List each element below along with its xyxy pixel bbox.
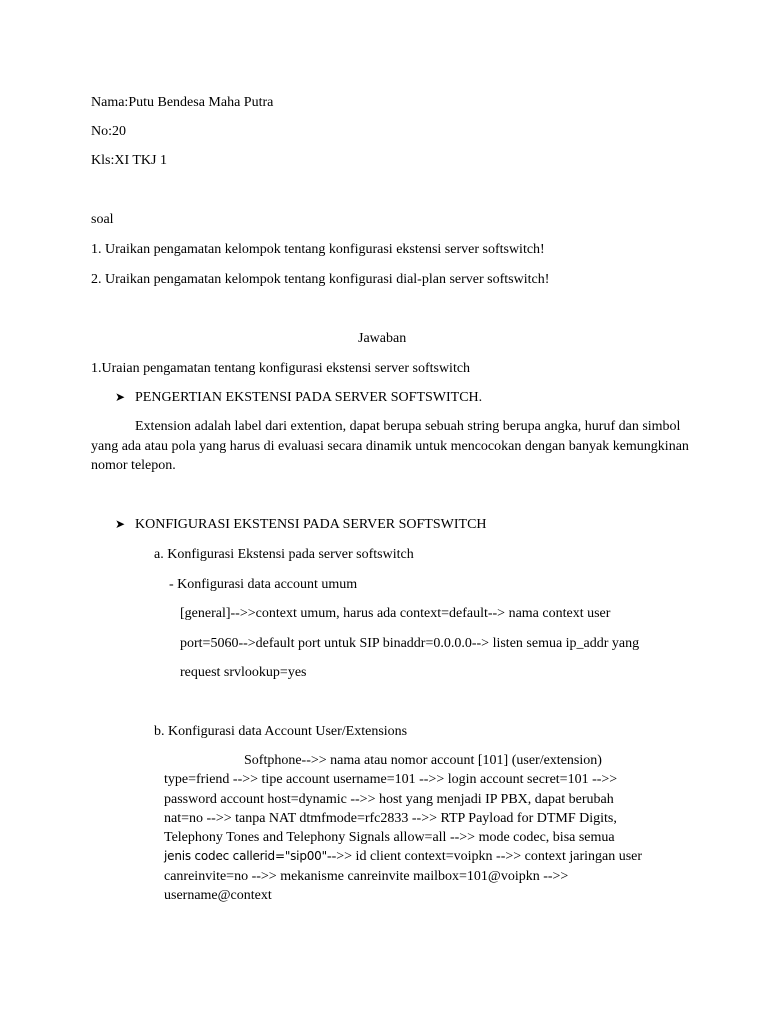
arrowhead-bullet-icon: ➤ xyxy=(115,517,126,531)
answer-1-heading: 1.Uraian pengamatan tentang konfigurasi ekstensi server softswitch xyxy=(91,361,471,376)
softphone-line-4: nat=no -->> tanpa NAT dtmfmode=rfc2833 -->> RTP Payload for DTMF Digits, xyxy=(164,810,617,826)
general-line-1: [general]-->>context umum, harus ada context=default--> nama context user xyxy=(180,606,611,621)
paragraph-text: Extension adalah label dari extention, dapat berupa sebuah string berupa angka, huruf dan simbol yang ada atau pola yang harus di evaluasi secara dinamik untuk mencocokan dengan banyak kemungkinan nomor telepon. xyxy=(91,419,689,473)
arrowhead-bullet-icon: ➤ xyxy=(115,390,126,404)
student-name: Nama:Putu Bendesa Maha Putra xyxy=(91,95,274,110)
bullet-pengertian-label: PENGERTIAN EKSTENSI PADA SERVER SOFTSWITCH. xyxy=(135,390,483,405)
bullet-konfigurasi-label: KONFIGURASI EKSTENSI PADA SERVER SOFTSWITCH xyxy=(135,517,487,532)
bullet-konfigurasi xyxy=(115,515,487,534)
bullet-pengertian xyxy=(115,388,482,407)
general-line-3: request srvlookup=yes xyxy=(180,665,307,680)
softphone-config-block xyxy=(164,751,694,905)
softphone-line-2: type=friend -->> tipe account username=101 -->> login account secret=101 -->> xyxy=(164,772,618,788)
sub-item-account-umum: - Konfigurasi data account umum xyxy=(169,577,358,592)
callerid-text: jenis codec callerid="sip00" xyxy=(164,849,327,864)
sub-heading-b: b. Konfigurasi data Account User/Extensions xyxy=(154,724,408,739)
extension-definition-paragraph xyxy=(91,417,711,476)
softphone-line-5: Telephony Tones and Telephony Signals allow=all -->> mode codec, bisa semua xyxy=(164,830,615,846)
general-line-2: port=5060-->default port untuk SIP binaddr=0.0.0.0--> listen semua ip_addr yang xyxy=(180,636,640,651)
softphone-line-7: canreinvite=no -->> mekanisme canreinvite mailbox=101@voipkn -->> xyxy=(164,868,569,884)
question-1: 1. Uraikan pengamatan kelompok tentang konfigurasi ekstensi server softswitch! xyxy=(91,242,545,257)
question-2: 2. Uraikan pengamatan kelompok tentang konfigurasi dial-plan server softswitch! xyxy=(91,272,550,287)
softphone-line-6 xyxy=(164,847,694,866)
student-class: Kls:XI TKJ 1 xyxy=(91,153,167,168)
softphone-line-1: Softphone-->> nama atau nomor account [101] (user/extension) xyxy=(244,753,602,768)
soal-title: soal xyxy=(91,212,114,227)
softphone-line-3: password account host=dynamic -->> host yang menjadi IP PBX, dapat berubah xyxy=(164,791,614,807)
softphone-line-6-rest: -->> id client context=voipkn -->> context jaringan user xyxy=(326,849,643,865)
student-number: No:20 xyxy=(91,124,126,139)
softphone-line-8: username@context xyxy=(164,888,272,904)
sub-heading-a: a. Konfigurasi Ekstensi pada server softswitch xyxy=(154,547,414,562)
jawaban-title: Jawaban xyxy=(358,331,407,346)
